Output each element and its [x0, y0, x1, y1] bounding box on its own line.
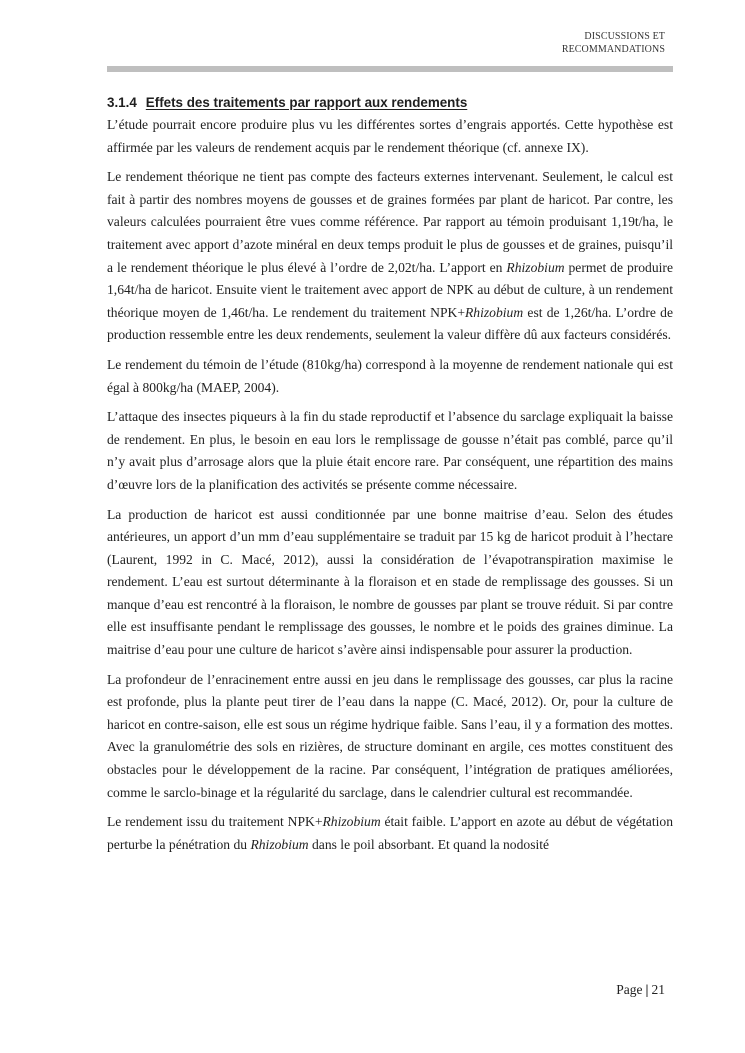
page-separator: |	[645, 982, 649, 997]
paragraph-2	[107, 166, 673, 347]
section-number: 3.1.4	[107, 95, 137, 110]
paragraph-7	[107, 811, 673, 856]
page-footer	[616, 982, 665, 998]
rhizobium-term: Rhizobium	[506, 259, 565, 275]
paragraph-7-text-a: Le rendement issu du traitement NPK+	[107, 814, 323, 830]
paragraph-5: La production de haricot est aussi conditionnée par une bonne maitrise d’eau. Selon des études antérieures, un apport d’un mm d’eau supplémentaire se traduit par 15 kg de haricot produit à l’hectare (Laurent, 1992 in C. Macé, 2012), aussi la considération de l’évapotranspiration maximise le rendement. L’eau est surtout déterminante à la floraison et en stade de remplissage des gousses. Si un manque d’eau est rencontré à la floraison, le nombre de gousses par plant se trouve réduit. Si par contre elle est insuffisante pendant le remplissage des gousses, le nombre et le poids des graines diminue. La maitrise d’eau pour une culture de haricot s’avère ainsi indispensable pour assurer la production.	[107, 506, 673, 658]
section-title: Effets des traitements par rapport aux rendements	[145, 95, 468, 110]
page-label: Page	[616, 982, 643, 997]
page-number: 21	[651, 982, 665, 997]
body-content	[107, 94, 673, 863]
paragraph-3: Le rendement du témoin de l’étude (810kg/ha) correspond à la moyenne de rendement nationale qui est égal à 800kg/ha (MAEP, 2004).	[107, 356, 673, 395]
paragraph-7-text-e: dans le poil absorbant. Et quand la nodosité	[308, 836, 550, 852]
running-header-line-2: RECOMMANDATIONS	[561, 44, 665, 55]
running-header	[365, 30, 665, 56]
section-heading	[107, 94, 673, 112]
paragraph-7-text-c: était faible. L’apport en azote au début de végétation perturbe la pénétration du	[107, 814, 673, 852]
rhizobium-term: Rhizobium	[322, 814, 381, 830]
header-divider	[107, 66, 673, 72]
paragraph-1: L’étude pourrait encore produire plus vu les différentes sortes d’engrais apportés. Cette hypothèse est affirmée par les valeurs de rendement acquis par le rendement théorique (cf. annexe IX).	[107, 117, 673, 155]
rhizobium-term: Rhizobium	[250, 836, 309, 852]
running-header-line-1: DISCUSSIONS ET	[584, 31, 665, 42]
rhizobium-term: Rhizobium	[465, 304, 524, 320]
paragraph-2-text-e: est de 1,26t/ha. L’ordre de production ressemble entre les deux rendements, seulement la valeur diffère dû aux facteurs considérés.	[107, 304, 673, 343]
paragraph-6: La profondeur de l’enracinement entre aussi en jeu dans le remplissage des gousses, car plus la racine est profonde, plus la plante peut tirer de l’eau dans la nappe (C. Macé, 2012). Or, pour la culture de haricot en contre-saison, elle est sous un régime hydrique faible. Sans l’eau, il y a formation des mottes. Avec la granulométrie des sols en rizières, de structure dominant en argile, ces mottes constituent des obstacles pour le développement de la racine. Par conséquent, l’intégration de pratiques améliorées, comme le sarclo-binage et la régularité du sarclage, dans le calendrier cultural est recommandée.	[107, 671, 673, 800]
paragraph-2-text-c: permet de produire 1,64t/ha de haricot. Ensuite vient le traitement avec apport de NPK au début de culture, à un rendement théorique moyen de 1,46t/ha. Le rendement du traitement NPK+	[107, 259, 673, 320]
paragraph-2-text-a: Le rendement théorique ne tient pas compte des facteurs externes intervenant. Seulement, le calcul est fait à partir des nombres moyens de gousses et de graines formées par plant de haricot. Par contre, les valeurs calculées pourraient être vues comme référence. Par rapport au témoin produisant 1,19t/ha, le traitement avec apport d’azote minéral en deux temps produit le plus de gousses et de graines, puisqu’il a le rendement théorique le plus élevé à l’ordre de 2,02t/ha. L’apport en	[107, 169, 673, 275]
paragraph-4: L’attaque des insectes piqueurs à la fin du stade reproductif et l’absence du sarclage expliquait la baisse de rendement. En plus, le besoin en eau lors le remplissage de gousse n’était pas comblé, parce qu’il n’y avait plus d’arrosage alors que la pluie était encore rare. Par conséquent, une répartition des mains d’œuvre lors de la planification des activités se présente comme nécessaire.	[107, 409, 673, 492]
